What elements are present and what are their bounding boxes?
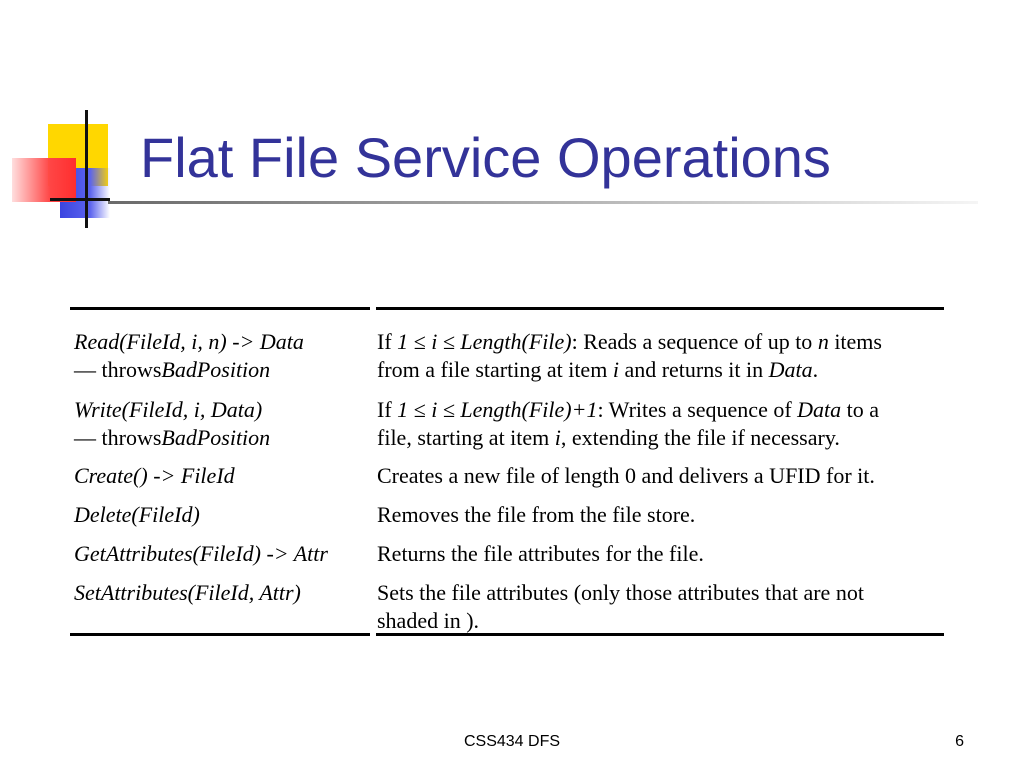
- table-top-rule-left: [70, 307, 370, 310]
- page-number: 6: [955, 733, 964, 750]
- operation-description: If 1 ≤ i ≤ Length(File)+1: Writes a sequence of Data to a file, starting at item i, extending the file if necessary.: [377, 397, 880, 450]
- operation-signature: SetAttributes(FileId, Attr): [74, 580, 301, 605]
- table-bottom-rule-left: [70, 633, 370, 636]
- operation-description: Returns the file attributes for the file.: [377, 541, 704, 566]
- operation-description: If 1 ≤ i ≤ Length(File): Reads a sequence of up to n items from a file starting at item i and returns it in Data.: [377, 329, 882, 382]
- title-underline: [108, 201, 978, 204]
- operation-signature: GetAttributes(FileId) -> Attr: [74, 541, 328, 566]
- footer-course-label: CSS434 DFS: [463, 733, 561, 750]
- logo-red-square: [12, 158, 76, 202]
- logo-horizontal-line: [50, 198, 110, 201]
- operation-signature: Read(FileId, i, n) -> Data — throwsBadPosition: [74, 329, 304, 382]
- slide-title: Flat File Service Operations: [140, 126, 831, 189]
- logo-vertical-line: [85, 110, 88, 228]
- table-bottom-rule-right: [376, 633, 944, 636]
- operation-description: Removes the file from the file store.: [377, 502, 696, 527]
- operation-description: Sets the file attributes (only those attributes that are not shaded in ).: [377, 580, 864, 633]
- operation-description: Creates a new file of length 0 and delivers a UFID for it.: [377, 463, 875, 488]
- operation-signature: Write(FileId, i, Data) — throwsBadPosition: [74, 397, 271, 450]
- table-top-rule-right: [376, 307, 944, 310]
- operation-signature: Create() -> FileId: [74, 463, 235, 488]
- decorative-logo: [0, 0, 150, 240]
- operation-signature: Delete(FileId): [74, 502, 200, 527]
